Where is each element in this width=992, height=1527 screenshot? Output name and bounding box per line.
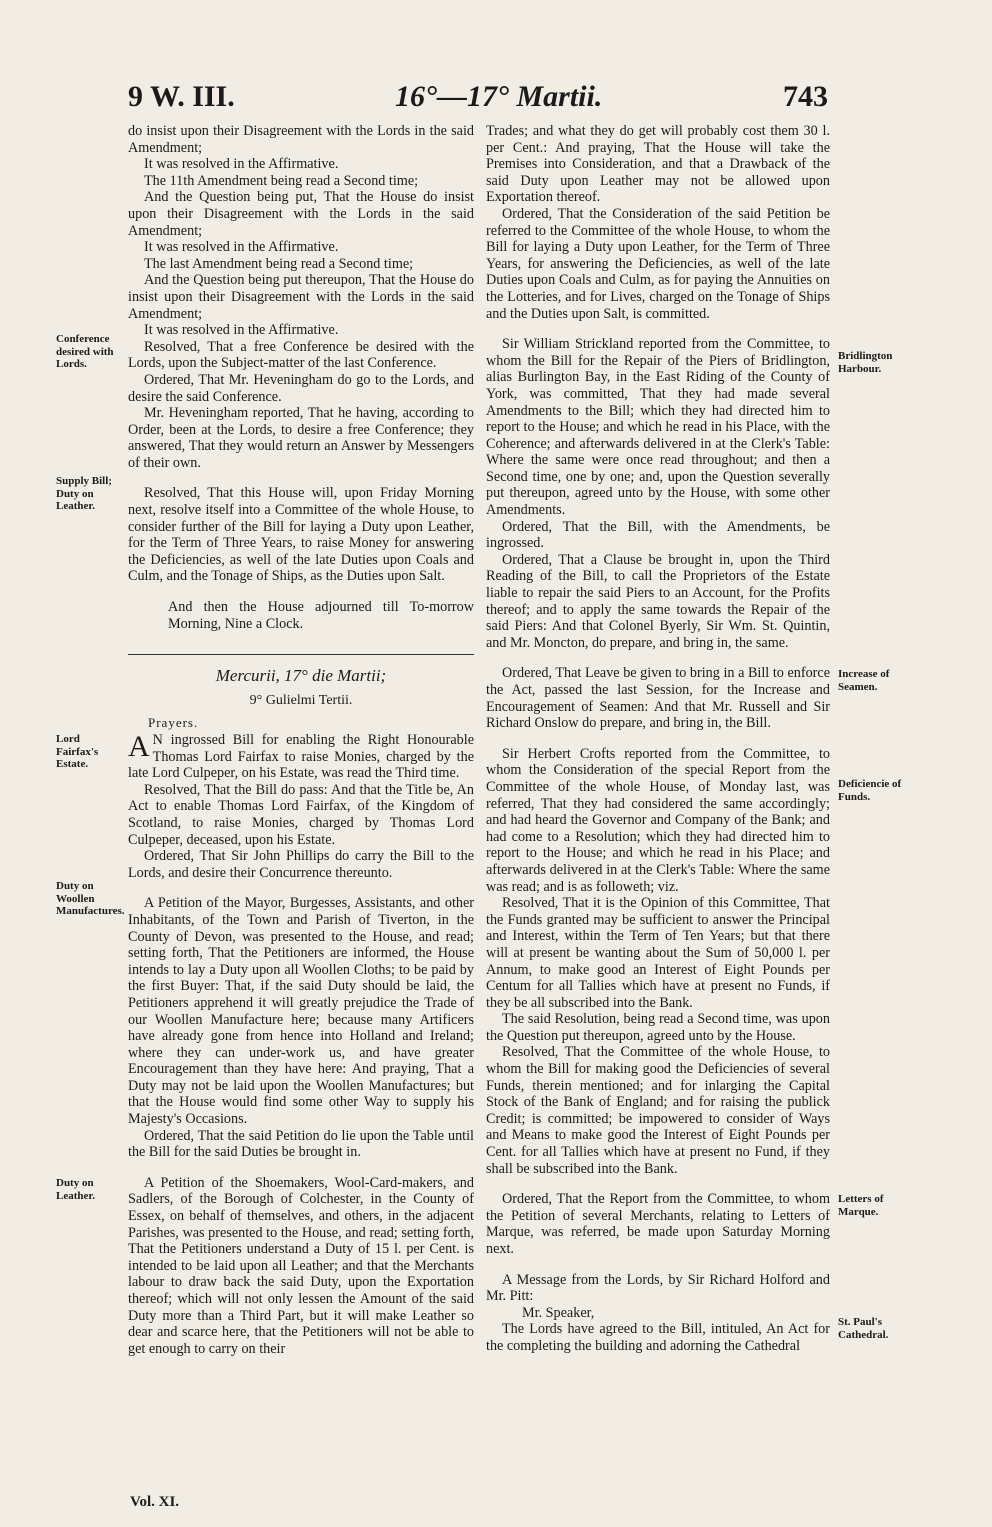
paragraph: do insist upon their Disagreement with the Lords in the said Amendment; [128,123,474,156]
paragraph: It was resolved in the Affirmative. [144,322,339,339]
paragraph: Ordered, That Sir John Phillips do carry the Bill to the Lords, and desire their Concurrence thereunto. [128,848,474,881]
paragraph: Resolved, That a free Conference be desired with the Lords, upon the Subject-matter of the last Conference. [128,338,474,372]
paragraph: Ordered, That the Bill, with the Amendments, be ingrossed. [486,518,830,552]
paragraph: It was resolved in the Affirmative. [144,239,339,256]
prayers-heading: Prayers. [148,715,199,731]
paragraph: The last Amendment being read a Second time; [144,255,414,272]
paragraph: And the Question being put, That the House do insist upon their Disagreement with the Lords in the said Amendment; [128,189,474,239]
adjournment: And then the House adjourned till To-morrow Morning, Nine a Clock. [168,599,474,632]
paragraph: Ordered, That the Report from the Committee, to whom the Petition of several Merchants, relating to Letters of Marque, was referred, be made upon Saturday Morning next. [486,1191,830,1257]
header-page-number: 743 [783,80,828,113]
volume-label: Vol. XI. [130,1494,180,1510]
drop-cap: A [128,730,150,763]
margin-note: Conference desired with Lords. [56,333,114,370]
paragraph: Resolved, That the Committee of the whole House, to whom the Bill for making good the Deficiencies of several Funds, therein mentioned; and for inlarging the Capital Stock of the Bank of England; and for raising the publick Credit; is committed; be impowered to consider of Ways and Means to make good the Interest of Eight Pounds per Cent. for all Tallies which have at present no Fund, if they shall be subscribed into the Bank. [486,1044,830,1177]
paragraph: Sir William Strickland reported from the Committee, to whom the Bill for the Repair of the Piers of Bridlington, alias Burlington Bay, in the East Riding of the County of York, was committed, That they had made several Amendments to the Bill; which they had directed him to report to the House; and which he read in his Place, with the Coherence; and afterwards delivered in at the Clerk's Table: Where the same were once read throughout; and then a Second time, one by one; and, upon the Question severally put thereupon, agreed unto by the House, with some other Amendments. [486,336,830,519]
margin-note: Supply Bill; Duty on Leather. [56,475,112,512]
margin-note: St. Paul's Cathedral. [838,1316,889,1341]
paragraph: Sir Herbert Crofts reported from the Committee, to whom the Consideration of the special Report from the Committee of the whole House, of Monday last, was referred, That they had considered the same accordingly; and had heard the Governor and Company of the Bank; and had come to a Resolution; which they had directed him to report to the House; and which he read in his Place; and afterwards delivered in at the Clerk's Table: Where the same was read; and is as followeth; viz. [486,745,830,895]
margin-note: Deficiencie of Funds. [838,778,902,803]
margin-note: Lord Fairfax's Estate. [56,733,99,770]
paragraph: Ordered, That the said Petition do lie upon the Table until the Bill for the said Duties be brought in. [128,1127,474,1161]
paragraph: A N ingrossed Bill for enabling the Right Honourable Thomas Lord Fairfax to raise Monies, charged by the late Lord Culpeper, on his Estate, was read the Third time. [128,730,474,782]
paragraph: A Petition of the Shoemakers, Wool-Card-makers, and Sadlers, of the Borough of Colchester, in the County of Essex, on behalf of themselves, and others, in the adjacent Parishes, was presented to the House, and read; setting forth, That the Petitioners understand a Duty of 15 l. per Cent. is intended to be laid upon all Leather; and that the Merchants labour to draw back the said Duty, upon the Exportation thereof; which will not only lessen the Amount of the said Duty more than a Third Part, but it will make Leather so dear and scarce here, that the Petitioners will not be able to get enough to carry on their [128,1174,474,1357]
paragraph: Mr. Speaker, [522,1304,595,1321]
section-divider [128,654,474,655]
paragraph: The 11th Amendment being read a Second time; [144,172,419,189]
paragraph: A Message from the Lords, by Sir Richard Holford and Mr. Pitt: [486,1271,830,1305]
header-left: 9 W. III. [128,80,235,113]
margin-note: Duty on Leather. [56,1177,96,1202]
paragraph: Ordered, That Leave be given to bring in a Bill to enforce the Act, passed the last Session, for the Increase and Encouragement of Seamen: And that Mr. Russell and Sir Richard Onslow do prepare, and bring in, the Bill. [486,665,830,732]
paragraph: And the Question being put thereupon, That the House do insist upon their Disagreement with the Lords in the said Amendment; [128,272,474,322]
margin-note: Duty on Woollen Manufactures. [56,880,125,917]
day-title: Mercurii, 17° die Martii; [215,666,387,686]
paragraph: A Petition of the Mayor, Burgesses, Assistants, and other Inhabitants, of the Town and Parish of Tiverton, in the County of Devon, was presented to the House, and read; setting forth, That the Petitioners are informed, the House intends to lay a Duty upon all Woollen Cloths; to be paid by the first Buyer: That, if the said Duty should be laid, the Petitioners apprehend it will greatly prejudice the Trade of our Woollen Manufacture here; because many Artificers have already gone from hence into Holland and Ireland; where they can under-work us, and have greater Encouragement than they have here: And praying, That a Duty may not be laid upon the Woollen Manufactures; but that the House would find some other Way to supply his Majesty's Occasions. [128,895,474,1128]
paragraph: Trades; and what they do get will probably cost them 30 l. per Cent.: And praying, That the House will take the Premises into Consideration, and that a Drawback of the said Duty upon Leather may not be allowed upon Exportation thereof. [486,123,830,206]
header-center: 16°—17° Martii. [395,80,603,113]
paragraph: Resolved, That the Bill do pass: And that the Title be, An Act to enable Thomas Lord Fairfax, of the Kingdom of Scotland, to raise Monies, charged by Thomas Lord Culpeper, deceased, upon his Estate. [128,781,474,848]
right-column [486,123,830,1355]
paragraph: The Lords have agreed to the Bill, intituled, An Act for the completing the building and adorning the Cathedral [486,1321,830,1354]
paragraph: Resolved, That it is the Opinion of this Committee, That the Funds granted may be sufficient to answer the Principal and Interest, within the Term of Ten Years; but that there will at present be wanting about the Sum of 50,000 l. per Annum, to make good an Interest of Eight Pounds per Centum for all Tallies which have at present no Funds, if they be all subscribed into the Bank. [486,895,830,1011]
paragraph: Resolved, That this House will, upon Friday Morning next, resolve itself into a Committee of the whole House, to consider further of the Bill for laying a Duty upon Leather, for the Term of Three Years, to raise Money for answering the Deficiencies, as well of the late Duties upon Coals and Culm, and the Tonage of Ships, as the Duties upon Salt. [128,485,474,585]
paragraph: Ordered, That Mr. Heveningham do go to the Lords, and desire the said Conference. [128,371,474,405]
day-subtitle: 9° Gulielmi Tertii. [249,692,353,708]
paragraph: Ordered, That a Clause be brought in, upon the Third Reading of the Bill, to call the Proprietors of the Estate liable to repair the said Piers to an Account, for the Profits thereof; and to apply the same towards the Repair of the said Piers: And that Colonel Byerly, Sir Wm. St. Quintin, and Mr. Moncton, do prepare, and bring in, the same. [486,551,830,651]
paragraph: The said Resolution, being read a Second time, was upon the Question put thereupon, agreed unto by the House. [486,1011,830,1044]
margin-note: Bridlington Harbour. [838,350,893,375]
left-column [128,123,474,1357]
paragraph: It was resolved in the Affirmative. [144,156,339,173]
paragraph: Ordered, That the Consideration of the said Petition be referred to the Committee of the whole House, to whom the Bill for laying a Duty upon Leather, for the Term of Three Years, for answering the Deficiencies, as well of the late Duties upon Coals and Culm, as for paying the Annuities on the Lotteries, and for Lives, charged on the Tonage of Ships and the Duties upon Salt, is committed. [486,205,830,322]
paragraph: Mr. Heveningham reported, That he having, according to Order, been at the Lords, to desire a free Conference; they answered, That they would return an Answer by Messengers of their own. [128,405,474,471]
margin-note: Increase of Seamen. [838,668,890,693]
margin-note: Letters of Marque. [838,1193,884,1218]
